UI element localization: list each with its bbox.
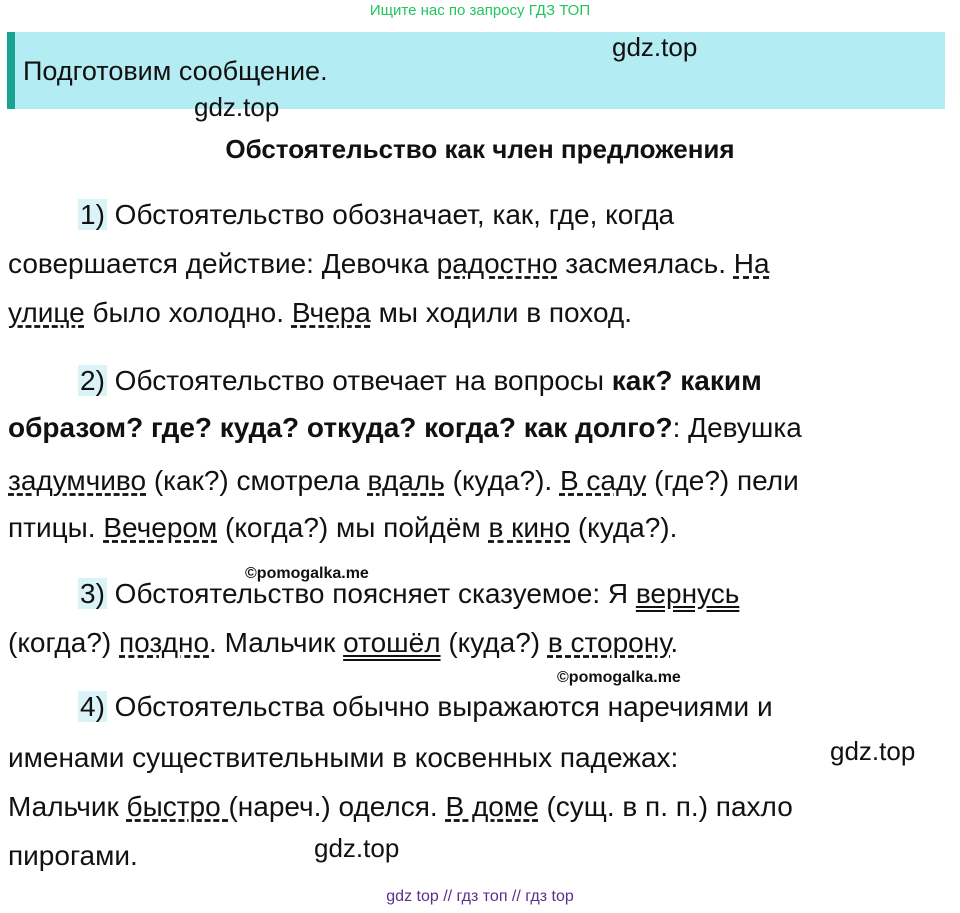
text: (куда?).: [444, 465, 560, 496]
banner-accent-bar: [7, 32, 15, 109]
paragraph-4-line-3: [8, 790, 793, 824]
text: Обстоятельство обозначает, как, где, когда: [106, 199, 675, 230]
search-hint-link[interactable]: Ищите нас по запросу ГДЗ ТОП: [369, 2, 591, 19]
text: (когда?) мы пойдём: [217, 512, 489, 543]
watermark-gdz: gdz.top: [612, 32, 698, 62]
bold-text: как? каким: [611, 365, 762, 396]
text: .: [670, 627, 679, 658]
item-number: 4): [80, 691, 105, 722]
paragraph-3-line-2: [8, 626, 678, 660]
text: птицы.: [8, 512, 104, 543]
underlined-word: улице: [8, 297, 85, 328]
item-number: 2): [80, 365, 105, 396]
underlined-word: поздно: [119, 627, 210, 658]
watermark-gdz: gdz.top: [830, 736, 916, 766]
text: засмеялась.: [557, 248, 734, 279]
text: именами существительными в косвенных падежах:: [8, 742, 679, 773]
paragraph-2-line-2: [8, 411, 802, 445]
watermark-gdz: gdz.top: [194, 92, 280, 122]
bold-text: образом? где? куда? откуда? когда? как долго?: [8, 412, 673, 443]
paragraph-2-line-4: [8, 511, 677, 545]
underlined-word: В саду: [559, 465, 647, 496]
paragraph-2-line-3: [8, 464, 799, 498]
text: (куда?).: [570, 512, 678, 543]
underlined-word: радостно: [436, 248, 558, 279]
item-number: 1): [80, 199, 105, 230]
text: пирогами.: [8, 840, 138, 871]
paragraph-1-line-2: [8, 247, 770, 281]
underlined-word: быстро: [126, 791, 229, 822]
text: Обстоятельства обычно выражаются наречиями и: [106, 691, 773, 722]
text: (когда?): [8, 627, 120, 658]
paragraph-4-line-2: [8, 741, 678, 775]
banner-title: Подготовим сообщение.: [23, 56, 328, 86]
text: было холодно.: [84, 297, 292, 328]
paragraph-1-line-1: [78, 198, 674, 232]
section-banner: [7, 32, 945, 109]
paragraph-2-line-1: [78, 364, 762, 398]
text: (где?) пели: [646, 465, 799, 496]
item-number: 3): [80, 578, 105, 609]
text: (нареч.) оделся.: [228, 791, 446, 822]
text: мы ходили в поход.: [370, 297, 633, 328]
underlined-word: На: [733, 248, 770, 279]
watermark-pomogalka: ©pomogalka.me: [245, 565, 369, 582]
underlined-word: задумчиво: [8, 465, 147, 496]
text: Мальчик: [8, 791, 127, 822]
underlined-word: В доме: [445, 791, 539, 822]
paragraph-3-line-1: [78, 577, 739, 611]
paragraph-4-line-4: [8, 839, 138, 873]
text: (как?) смотрела: [146, 465, 368, 496]
text: Обстоятельство поясняет сказуемое: Я: [106, 578, 636, 609]
underlined-word: в кино: [488, 512, 571, 543]
text: (сущ. в п. п.) пахло: [538, 791, 793, 822]
underlined-word: вернусь: [635, 578, 740, 609]
paragraph-1-line-3: [8, 296, 632, 330]
text: : Девушка: [672, 412, 802, 443]
underlined-word: в сторону: [547, 627, 671, 658]
text: (куда?): [440, 627, 548, 658]
watermark-gdz: gdz.top: [314, 833, 400, 863]
underlined-word: вдаль: [367, 465, 445, 496]
footer-links[interactable]: gdz top // гдз топ // гдз top: [386, 888, 574, 905]
watermark-pomogalka: ©pomogalka.me: [557, 669, 681, 686]
underlined-word: Вчера: [291, 297, 371, 328]
page-heading: Обстоятельство как член предложения: [225, 134, 735, 164]
text: совершается действие: Девочка: [8, 248, 437, 279]
underlined-word: Вечером: [103, 512, 218, 543]
text: Обстоятельство отвечает на вопросы: [106, 365, 612, 396]
underlined-word: отошёл: [343, 627, 441, 658]
paragraph-4-line-1: [78, 690, 773, 724]
text: . Мальчик: [209, 627, 344, 658]
